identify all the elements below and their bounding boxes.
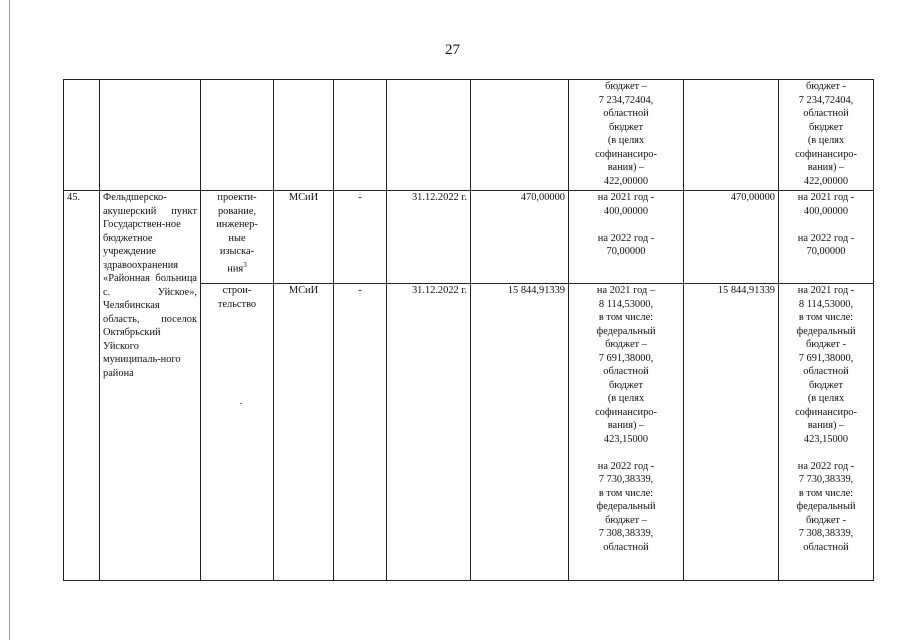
amount-cell: 470,00000: [471, 191, 569, 284]
deadline-cell: 31.12.2022 г.: [387, 284, 471, 581]
dash-cell: [334, 80, 387, 191]
table-row-design-stage: [64, 191, 874, 284]
entry-number-cell: 45.: [64, 191, 100, 581]
amount-cell-2: [684, 80, 779, 191]
footnote-mark: 3: [243, 260, 247, 269]
dash-cell: -: [334, 284, 387, 581]
work-type-cell: строи- тельство: [201, 284, 274, 581]
amount-cell: [471, 80, 569, 191]
scan-speck: [240, 403, 242, 404]
amount-cell-2: 470,00000: [684, 191, 779, 284]
funding-cell-2: на 2021 год - 400,00000 на 2022 год - 70,00000: [779, 191, 874, 284]
amount-cell-2: 15 844,91339: [684, 284, 779, 581]
work-type-cell: [201, 191, 274, 284]
work-type-text: проекти- рование, инженер- ные изыска- ния: [216, 192, 258, 274]
funding-cell: на 2021 год – 8 114,53000, в том числе: федеральный бюджет – 7 691,38000, областной бюджет (в целях софинансиро- вания) – 423,15000 на 2022 год - 7 730,38339, в том числе: федеральный бюджет – 7 308,38339, областной: [569, 284, 684, 581]
customer-cell: МСиИ: [274, 191, 334, 284]
entry-object-name-cell: Фельдшерско-акушерский пункт Государствен-ное бюджетное учреждение здравоохранения «Районная больница с. Уйское», Челябинская область, поселок Октябрьский Уйского муниципаль-ного района: [100, 191, 201, 581]
page-edge-line: [9, 0, 10, 640]
object-name-cell: [100, 80, 201, 191]
program-table: [63, 79, 874, 581]
number-cell: [64, 80, 100, 191]
funding-cell-2: на 2021 год - 8 114,53000, в том числе: федеральный бюджет - 7 691,38000, областной бюджет (в целях софинансиро- вания) – 423,15000 на 2022 год - 7 730,38339, в том числе: федеральный бюджет - 7 308,38339, областной: [779, 284, 874, 581]
funding-cell-2: бюджет - 7 234,72404, областной бюджет (в целях софинансиро- вания) – 422,00000: [779, 80, 874, 191]
customer-cell: МСиИ: [274, 284, 334, 581]
page-number: 27: [445, 42, 460, 58]
funding-cell: на 2021 год - 400,00000 на 2022 год - 70,00000: [569, 191, 684, 284]
deadline-cell: [387, 80, 471, 191]
table-row-continuation: [64, 80, 874, 191]
work-type-cell: [201, 80, 274, 191]
funding-cell: бюджет – 7 234,72404, областной бюджет (в целях софинансиро- вания) – 422,00000: [569, 80, 684, 191]
amount-cell: 15 844,91339: [471, 284, 569, 581]
customer-cell: [274, 80, 334, 191]
dash-cell: -: [334, 191, 387, 284]
deadline-cell: 31.12.2022 г.: [387, 191, 471, 284]
